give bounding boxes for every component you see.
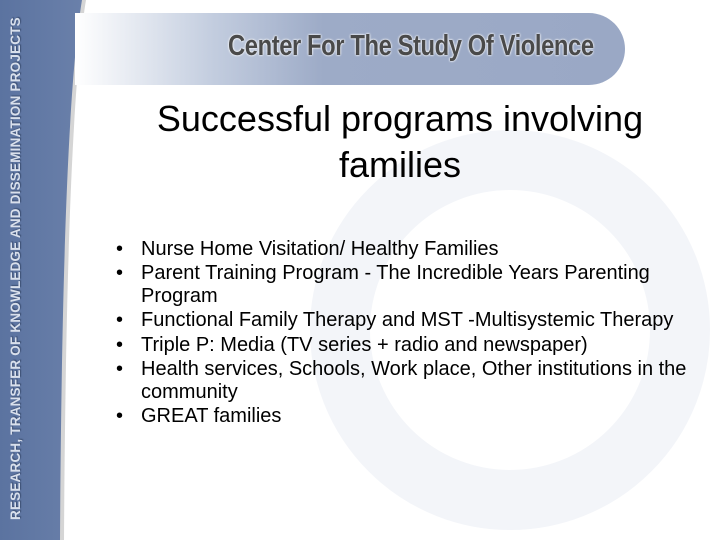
bullet-item: • Health services, Schools, Work place, Other institutions in the community bbox=[112, 358, 712, 404]
sidebar-text: RESEARCH, TRANSFER OF KNOWLEDGE AND DISSEMINATION PROJECTS bbox=[8, 17, 23, 520]
bullet-item: • Parent Training Program - The Incredible Years Parenting Program bbox=[112, 262, 712, 308]
bullet-list bbox=[112, 238, 712, 429]
bullet-item: • GREAT families bbox=[112, 405, 712, 428]
banner-title: Center For The Study Of Violence bbox=[228, 30, 594, 62]
bullet-item: • Functional Family Therapy and MST -Multisystemic Therapy bbox=[112, 309, 712, 332]
slide-title: Successful programs involving families bbox=[156, 98, 644, 185]
bullet-item: • Triple P: Media (TV series + radio and newspaper) bbox=[112, 334, 712, 357]
bullet-item: • Nurse Home Visitation/ Healthy Families bbox=[112, 238, 712, 261]
